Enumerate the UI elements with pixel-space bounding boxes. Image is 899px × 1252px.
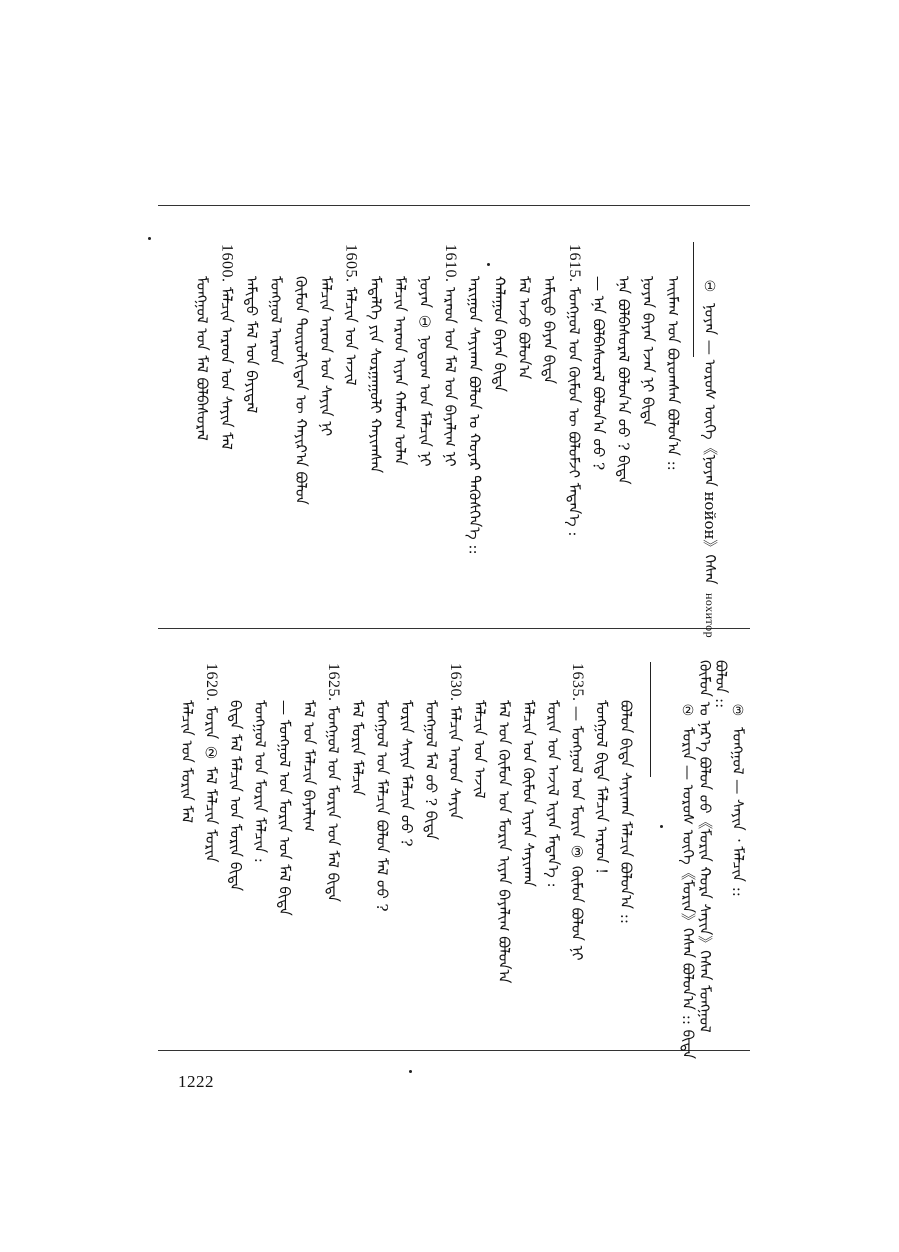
verse-text: ᠨᠣᠶᠠᠨ ① ᠨᠤᠲᠤᠭ ᠤᠨ ᠮᠠᠯᠴᠢᠨ ᠨᠢ: [416, 276, 434, 467]
verse-line: [252, 700, 268, 863]
verse-line: [545, 700, 561, 888]
verse-text: ᠮᠣᠩᠭᠣᠯ ᠪᠢᠳᠡ ᠮᠠᠯᠴᠢᠨ ᠠᠷᠠᠳ !: [592, 700, 611, 875]
line-number: 1600.: [218, 244, 236, 283]
lower-footnote-2: [680, 700, 696, 1059]
lower-footnote-3: [730, 700, 746, 897]
verse-line: [423, 700, 439, 840]
verse-line: [566, 244, 582, 536]
verse-line: [203, 663, 219, 862]
verse-text: ᠪᠣᠯᠤᠨ ᠪᠢᠳᠡ ᠰᠠᠶᠢᠬᠠᠨ ᠮᠠᠯᠴᠢᠨ ᠪᠣᠯᠤᠨ᠎ᠠ ::: [617, 700, 635, 924]
footnote-marker: ①: [702, 279, 718, 295]
verse-line: [520, 700, 536, 887]
verse-text: ᠮᠠᠯᠴᠢᠨ ᠠᠷᠠᠳ ᠰᠠᠶᠢᠨ: [446, 705, 465, 819]
footnote-text: ᠮᠣᠷᠢᠨ — ᠣᠷᠣᠰ ᠦᠭᠡ《ᠮᠣᠷᠢᠨ》ᠭᠡᠰᠡᠨ ᠪᠣᠯᠤᠨ᠎ᠠ :: ᠪᠢᠳᠡ: [679, 726, 697, 1059]
verse-line: [569, 663, 585, 960]
verse-line: [350, 700, 366, 796]
verse-line: [467, 276, 483, 555]
verse-text: ᠪᠢᠳᠡ ᠮᠠᠯ ᠮᠠᠯᠴᠢᠨ ᠤᠨ ᠮᠣᠷᠢᠨ ᠪᠢᠳᠡ: [226, 700, 245, 892]
footnote-marker: ③: [730, 703, 746, 719]
verse-text: ᠮᠠᠯᠴᠢᠨ ᠤᠨ ᠠᠵᠢᠯ: [341, 286, 360, 385]
line-number: 1610.: [441, 244, 459, 283]
top-rule: [158, 205, 750, 206]
footnote-end: ᠪᠣᠯᠤᠨ ::: [712, 660, 730, 709]
verse-line: [293, 276, 309, 505]
verse-line: [594, 700, 610, 874]
verse-line: [367, 276, 383, 473]
verse-text: ᠮᠠᠯᠴᠢᠨ ᠤᠨ ᠮᠣᠷᠢᠨ ᠮᠠᠯ: [177, 700, 196, 823]
verse-line: [343, 244, 359, 385]
verse-text: ᠠᠷᠢᠭᠤᠨ ᠰᠠᠶᠢᠬᠠᠨ ᠪᠣᠯᠤᠨ ᠤ ᠬᠣᠶᠠᠷ ᠲᠡᠭᠦᠰᠬᠡᠨ᠎ᠡ ::: [465, 276, 484, 555]
lower-footnote-separator: [650, 662, 651, 777]
speck: [409, 1070, 412, 1073]
verse-line: [447, 663, 463, 819]
speck: [487, 263, 490, 266]
verse-line: [615, 276, 631, 485]
middle-rule: [158, 628, 750, 629]
verse-line: [325, 663, 341, 902]
verse-line: [640, 276, 656, 426]
verse-text: ᠮᠣᠷᠢᠨ ᠤᠨ ᠠᠵᠢᠯ ᠢᠶᠠᠨ ᠮᠡᠳᠡᠨ᠎ᠡ :: [543, 700, 562, 888]
verse-text: ᠠᠷᠠᠳ ᠤᠨ ᠮᠠᠯ ᠤᠨ ᠪᠠᠶᠠᠯᠢᠭ ᠨᠢ: [440, 286, 459, 467]
verse-line: [374, 700, 390, 912]
upper-footnote-1: [702, 276, 718, 642]
line-number: 1630.: [447, 663, 465, 702]
verse-text: ᠮᠣᠩᠭᠣᠯ ᠤᠨ ᠮᠠᠯᠴᠢᠨ ᠪᠣᠯᠤᠨ ᠮᠠᠯ ᠤᠤ ?: [373, 700, 391, 912]
verse-line: [392, 276, 408, 465]
line-number: 1615.: [565, 244, 583, 283]
verse-text: ᠠᠢᠮᠠᠭ ᠤᠨ ᠪᠣᠷᠣᠭᠰᠠᠨ ᠪᠣᠯᠤᠨ᠎ᠠ ::: [664, 276, 682, 471]
line-number: 1605.: [342, 244, 360, 283]
verse-line: [665, 276, 681, 471]
verse-text: ᠮᠣᠩᠭᠣᠯ ᠮᠠᠯ ᠤᠤ ? ᠪᠢᠳᠡ: [421, 700, 440, 841]
verse-line: [219, 244, 235, 449]
verse-line: [194, 276, 210, 441]
line-number: 1625.: [325, 663, 343, 702]
verse-line: [618, 700, 634, 924]
verse-text: ᠬᠠᠯᠠᠭᠤᠨ ᠪᠠᠶᠠᠨ ᠪᠢᠳᠡ: [490, 276, 509, 393]
verse-text: ᠮᠠᠯᠴᠢᠨ ᠤᠨ ᠬᠦᠮᠦᠨ ᠢᠶᠠᠨ ᠰᠠᠶᠢᠬᠠᠨ: [519, 700, 538, 887]
footnote-marker: ②: [680, 703, 696, 719]
verse-text: ᠮᠣᠩᠭᠣᠯ ᠤᠨ ᠮᠣᠷᠢᠨ ᠤᠨ ᠮᠠᠯ ᠪᠢᠳᠡ: [324, 705, 343, 902]
verse-text: ᠮᠣᠩᠭᠣᠯ ᠤᠨ ᠮᠣᠷᠢᠨ ᠮᠠᠯᠴᠢᠨ :: [251, 700, 269, 863]
verse-line: [276, 700, 292, 916]
verse-line: [228, 700, 244, 891]
verse-line: [179, 700, 195, 823]
verse-text: — ᠮᠣᠩᠭᠣᠯ ᠤᠨ ᠮᠣᠷᠢᠨ ③ ᠬᠦᠮᠦᠨ ᠪᠣᠯᠤᠨ ᠨᠢ: [568, 705, 587, 961]
line-number: 1620.: [203, 663, 221, 702]
verse-text: ᠮᠠᠯᠴᠢᠨ ᠤᠨ ᠠᠵᠢᠯ: [470, 700, 489, 799]
page-number: 1222: [178, 1072, 214, 1091]
lower-footnote-2-continuation: [697, 660, 713, 1033]
verse-text: ᠮᠠᠯ ᠤᠨ ᠮᠠᠯᠴᠢᠨ ᠪᠠᠶᠠᠯᠢᠭ: [299, 700, 318, 832]
verse-text: ᠮᠠᠯᠴᠢᠨ ᠠᠷᠠᠳ ᠤᠨ ᠰᠠᠶᠢᠨ ᠨᠢ: [316, 276, 335, 437]
verse-line: [591, 276, 607, 470]
verse-line: [318, 276, 334, 436]
footnote-text: ᠮᠣᠩᠭᠣᠯ — ᠰᠠᠶᠢᠨ ᠂ ᠮᠠᠯᠴᠢᠨ ::: [729, 726, 747, 897]
verse-text: — ᠮᠣᠩᠭᠣᠯ ᠤᠨ ᠮᠣᠷᠢᠨ ᠤᠨ ᠮᠠᠯ ᠪᠢᠳᠡ: [275, 700, 294, 916]
verse-text: ᠡᠨᠡ ᠪᠣᠯᠪᠠᠰᠤᠷᠠᠯ ᠪᠣᠯᠤᠨ᠎ᠠ ᠤᠤ ? ᠪᠢᠳᠡ: [614, 276, 633, 485]
footnote-text: ᠨᠣᠶᠠᠨ — ᠣᠷᠣᠰ ᠦᠭᠡ《ᠨᠣᠶᠠᠨ нойон》ᠭᠡᠰᠡᠨ: [701, 302, 719, 585]
verse-line: [472, 700, 488, 799]
footnote-continuation: ᠬᠦᠮᠦᠨ ᠤ ᠨᠡᠷ᠎ᠡ ᠪᠣᠯᠤᠨ ᠤᠤ《ᠮᠣᠷᠢᠨ ᠬᠤᠷᠠ ᠰᠠᠶᠢᠨ》ᠭᠡᠰᠡᠨ ᠮᠣᠩᠭᠣᠯ: [696, 660, 714, 1033]
verse-text: ᠮᠠᠯᠴᠢᠨ ᠠᠷᠠᠳ ᠤᠨ ᠰᠠᠶᠢᠨ ᠮᠠᠯ: [217, 286, 236, 450]
bottom-rule: [158, 1050, 750, 1051]
verse-text: ᠮᠣᠷᠢᠨ ② ᠮᠠᠯ ᠮᠠᠯᠴᠢᠨ ᠮᠣᠷᠢᠨ: [202, 705, 221, 863]
verse-text: ᠮᠠᠯᠴᠢᠨ ᠠᠷᠠᠳ ᠢᠶᠠᠨ ᠬᠠᠮᠤᠭ ᠣᠯᠠᠨ: [391, 276, 410, 466]
verse-text: ᠠᠮᠢᠳᠤ ᠮᠠᠯ ᠤᠨ ᠪᠠᠶᠢᠳᠠᠯ: [242, 276, 261, 414]
verse-line: [268, 276, 284, 365]
verse-text: ᠮᠣᠷᠢᠨ ᠰᠠᠶᠢᠨ ᠮᠠᠯᠴᠢᠨ ᠤᠤ ?: [397, 700, 416, 847]
line-number: 1635.: [569, 663, 587, 702]
footnote-latin-word: нохитор: [703, 593, 717, 639]
verse-text: ᠮᠠᠯ ᠠᠵᠤ ᠪᠣᠯᠤᠨ᠎ᠠ: [515, 276, 534, 380]
verse-line: [442, 244, 458, 466]
verse-line: [541, 276, 557, 384]
verse-text: ᠮᠠᠯ ᠮᠣᠷᠢᠨ ᠮᠠᠯᠴᠢᠨ: [348, 700, 367, 796]
verse-text: ᠮᠡᠳᠡᠯᠭᠡ ᠶᠢᠨ ᠰᠤᠷᠭᠠᠭᠤᠯᠢ ᠬᠠᠶᠢᠭᠰᠠᠨ: [366, 276, 385, 474]
verse-line: [516, 276, 532, 379]
verse-line: [496, 700, 512, 983]
verse-line: [301, 700, 317, 832]
verse-text: ᠮᠣᠩᠭᠣᠯ ᠤᠨ ᠬᠦᠮᠦᠨ ᠦ ᠪᠣᠯᠤᠮᠵᠢ ᠮᠡᠳᠡᠨ᠎ᠡ :: [564, 286, 583, 536]
upper-footnote-separator: [693, 242, 694, 357]
verse-text: ᠠᠮᠢᠳᠤ ᠪᠠᠶᠠᠨ ᠪᠢᠳᠡ: [540, 276, 558, 385]
verse-text: ᠮᠣᠩᠭᠣᠯ ᠠᠷᠠᠳ: [267, 276, 286, 365]
verse-text: ᠮᠣᠩᠭᠣᠯ ᠤᠨ ᠮᠠᠯ ᠪᠣᠯᠪᠠᠰᠤᠷᠠᠯ: [192, 276, 211, 441]
verse-line: [417, 276, 433, 467]
verse-text: ᠮᠠᠯ ᠤᠨ ᠬᠦᠮᠦᠨ ᠤᠨ ᠮᠣᠷᠢᠨ ᠢᠶᠠᠨ ᠪᠠᠶᠠᠯᠢᠭ ᠪᠣᠯᠤᠨ᠎ᠠ: [495, 700, 513, 984]
speck: [148, 237, 151, 240]
verse-line: [398, 700, 414, 847]
verse-text: ᠬᠦᠮᠦᠨ ᠲᠦᠷᠦᠯᠬᠢᠲᠡᠨ ᠦ ᠬᠠᠶᠢᠷ᠎ᠠ ᠪᠣᠯᠤᠨ: [292, 276, 310, 505]
speck: [660, 825, 663, 828]
verse-text: — ᠡᠨᠡ ᠪᠣᠯᠪᠠᠰᠤᠷᠠᠯ ᠪᠣᠯᠤᠨ᠎ᠠ ᠤᠤ ?: [589, 276, 608, 471]
verse-line: [243, 276, 259, 413]
verse-text: ᠨᠣᠶᠠᠨ ᠪᠠᠶᠠᠨ ᠡᠵᠡᠨ ᠨᠢ ᠪᠢᠳᠡ: [639, 276, 658, 427]
lower-footnote-2-end: [713, 660, 729, 708]
verse-line: [491, 276, 507, 392]
